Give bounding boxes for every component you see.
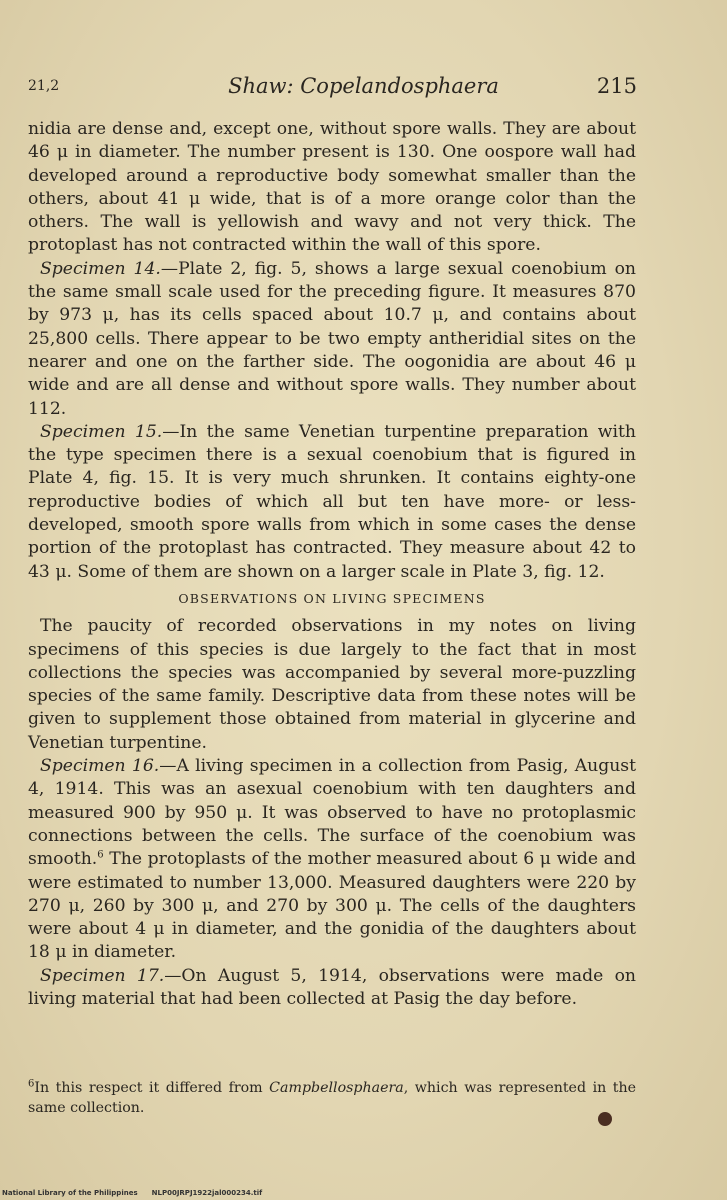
section-heading: OBSERVATIONS ON LIVING SPECIMENS	[178, 590, 486, 606]
specimen-label: Specimen 16.	[40, 756, 160, 777]
footnote-genus: Campbellosphaera	[269, 1080, 404, 1096]
footnote-marker: 6	[28, 1078, 35, 1090]
footer-library: National Library of the Philippines	[2, 1189, 138, 1197]
running-head-volume: 21,2	[28, 78, 60, 94]
specimen-label: Specimen 15.	[40, 421, 163, 442]
running-head-title: Shaw: Copelandosphaera	[228, 74, 499, 98]
footnote-text: In this respect it differed from	[34, 1080, 270, 1096]
body-text	[28, 118, 636, 1011]
paragraph-specimen-16	[28, 755, 636, 965]
footnote	[28, 1078, 636, 1118]
paragraph-specimen-15	[28, 421, 636, 584]
specimen-label: Specimen 17.	[40, 965, 165, 986]
footer-file-id: NLP00JRPJ1922jal000234.tif	[151, 1189, 263, 1197]
footnote-reference[interactable]: 6	[97, 849, 104, 861]
paragraph-specimen-17	[28, 965, 636, 1012]
paragraph-specimen-14	[28, 258, 636, 421]
paragraph-text: —On August 5, 1914, observations were made on living material that had been collected at Pasig the day before.	[28, 965, 636, 1009]
paragraph-observations: The paucity of recorded observations in my notes on living specimens of this species is due largely to the fact that in most collections the species was accompanied by several more-puzzling species of the same family. Descriptive data from these notes will be given to supplement those obtained from material in glycerine and Venetian turpentine.	[28, 616, 636, 753]
paragraph-text: —Plate 2, fig. 5, shows a large sexual coenobium on the same small scale used for the preceding figure. It measures 870 by 973 μ, has its cells spaced about 10.7 μ, and contains about 25,800 cells. There appear to be two empty antheridial sites on the nearer and one on the farther side. The oogonidia are about 46 μ wide and are all dense and without spore walls. They number about 112.	[28, 258, 636, 419]
ink-blot	[598, 1112, 612, 1126]
paragraph-text: The protoplasts of the mother measured about 6 μ wide and were estimated to number 13,000. Measured daughters were 220 by 270 μ, 260 by 300 μ, and 270 by 300 μ. The cells of the daughters were about 4 μ in diameter, and the gonidia of the daughters about 18 μ in diameter.	[28, 849, 636, 963]
paragraph-text: —In the same Venetian turpentine preparation with the type specimen there is a sexual coenobium that is figured in Plate 4, fig. 15. It is very much shrunken. It contains eighty-one reproductive bodies of which all but ten have more- or less-developed, smooth spore walls from which in some cases the dense portion of the protoplast has contracted. They measure about 42 to 43 μ. Some of them are shown on a larger scale in Plate 3, fig. 12.	[28, 421, 636, 582]
paragraph-continuation: nidia are dense and, except one, without spore walls. They are about 46 μ in diameter. The number present is 130. One oospore wall had developed around a reproductive body somewhat smaller than the others, about 41 μ wide, that is of a more orange color than the others. The wall is yellowish and wavy and not very thick. The protoplast has not contracted within the wall of this spore.	[28, 119, 636, 256]
scan-footer	[2, 1189, 276, 1197]
footnote-text: , which was represented in the same collection.	[28, 1080, 637, 1116]
paragraph-text: —A living specimen in a collection from Pasig, August 4, 1914. This was an asexual coenobium with ten daughters and measured 900 by 950 μ. It was observed to have no protoplasmic connections between the cells. The surface of the coenobium was smooth.	[28, 756, 636, 870]
specimen-label: Specimen 14.	[40, 258, 161, 279]
page-number: 215	[596, 74, 637, 98]
